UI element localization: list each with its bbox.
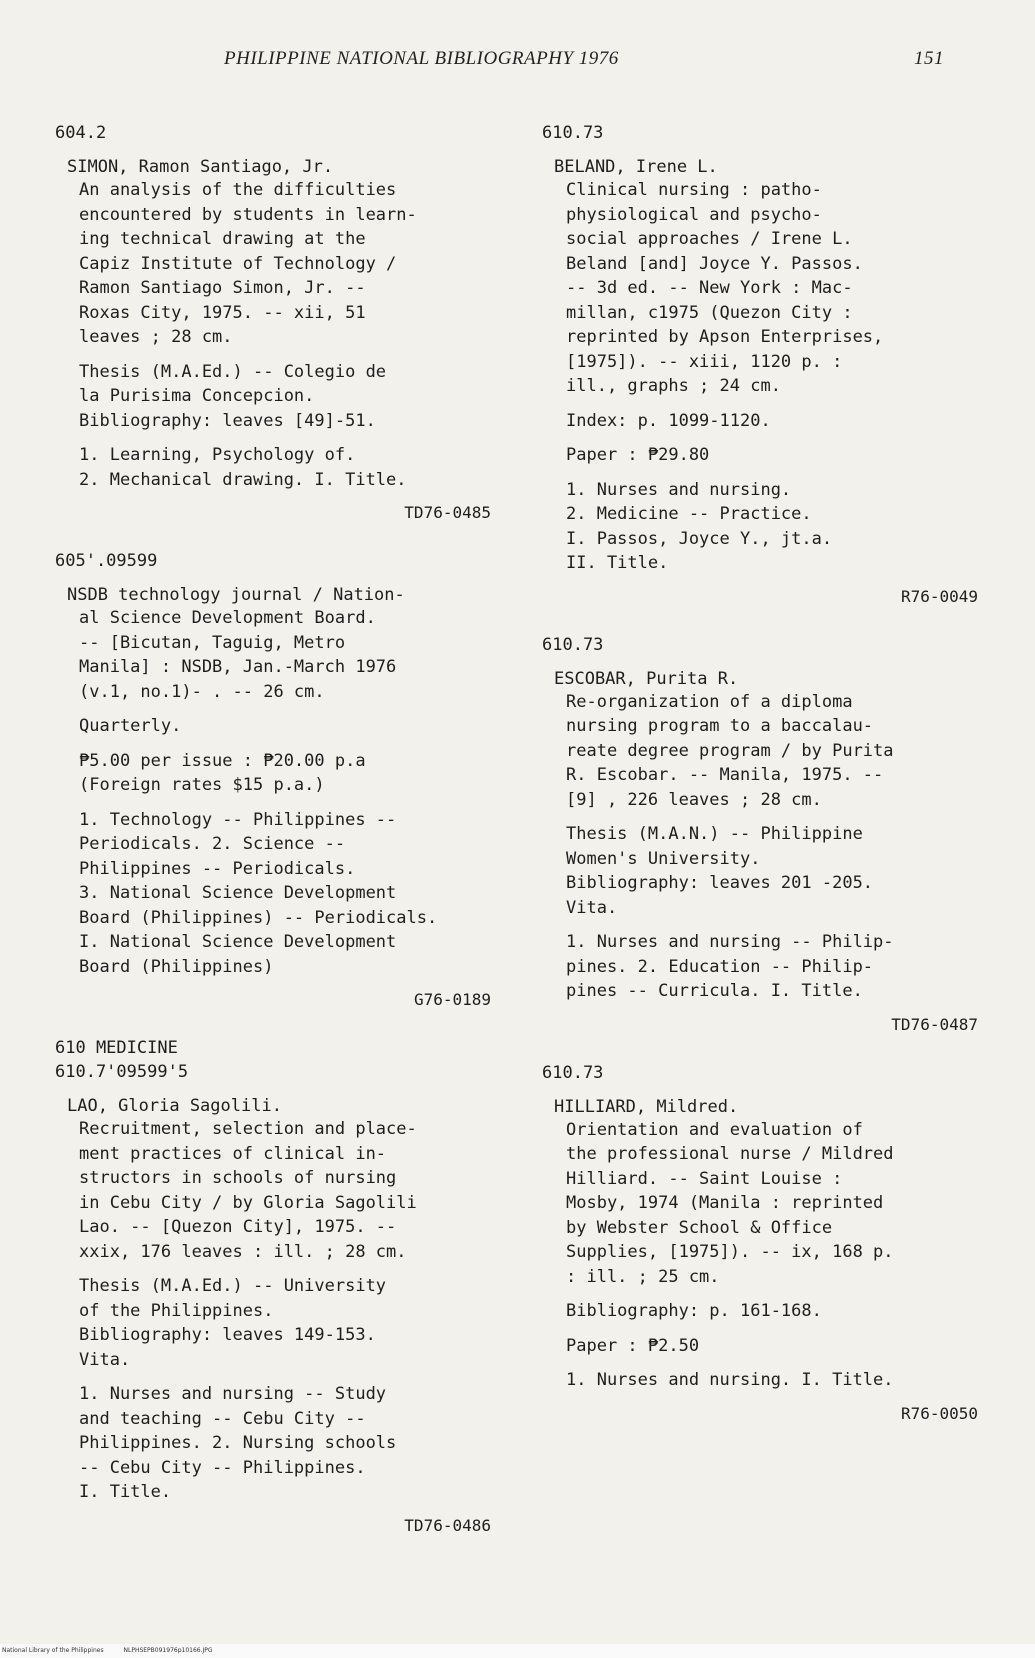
entry-price: Paper : ₱2.50 [566, 1335, 700, 1356]
entry-notes: Thesis (M.A.Ed.) -- University of the Philippines. Bibliography: leaves 149-153. Vita. [79, 1276, 387, 1370]
control-number: R76-0050 [900, 1403, 978, 1423]
section-heading: 610 MEDICINE [55, 1038, 178, 1058]
entry-heading: BELAND, Irene L. [554, 157, 718, 177]
entry-subjects: 1. Technology -- Philippines -- Periodicals. 2. Science -- Philippines -- Periodicals. 3. National Science Development Board (Philippines) -- Periodicals. I. National Science Development Board (Philippines) [79, 809, 438, 977]
control-number: TD76-0487 [891, 1014, 978, 1034]
entry-subjects: 1. Nurses and nursing -- Philip- pines. 2. Education -- Philip- pines -- Curricula. I. Title. [566, 932, 894, 1001]
entry-price: Paper : ₱29.80 [566, 445, 710, 465]
entry-description: Orientation and evaluation of the professional nurse / Mildred Hilliard. -- Saint Louise : Mosby, 1974 (Manila : reprinted by Webster School & Office Supplies, [1975]). -- ix, 168 p. : ill. ; 25 cm. [566, 1119, 894, 1287]
entry-description: al Science Development Board. -- [Bicutan, Taguig, Metro Manila] : NSDB, Jan.-March 1976 (v.1, no.1)- . -- 26 cm. [79, 608, 397, 702]
entry-subjects: 1. Nurses and nursing. I. Title. [566, 1370, 894, 1390]
entry-notes: Thesis (M.A.Ed.) -- Colegio de la Purisima Concepcion. Bibliography: leaves [49]-51. [79, 361, 387, 431]
entry-bibliography: Bibliography: p. 161-168. [566, 1301, 822, 1321]
entry-notes: Thesis (M.A.N.) -- Philippine Women's University. Bibliography: leaves 201 -205. Vita. [566, 824, 874, 918]
scan-filename: NLPHSEPB091976p10166.JPG [123, 1647, 213, 1654]
class-number: 610.7'09599'5 [55, 1062, 189, 1082]
left-column [55, 122, 525, 1563]
library-credit: National Library of the Philippines [2, 1647, 104, 1654]
page-number: 151 [914, 48, 944, 69]
page-title: PHILIPPINE NATIONAL BIBLIOGRAPHY 1976 [224, 48, 619, 69]
entry-heading: HILLIARD, Mildred. [554, 1096, 739, 1117]
entry-subjects: 1. Learning, Psychology of. 2. Mechanical drawing. I. Title. [79, 445, 407, 490]
class-number: 610.73 [542, 1062, 604, 1083]
entry-description: An analysis of the difficulties encountered by students in learn- ing technical drawing at the Capiz Institute of Technology / Ramon Santiago Simon, Jr. -- Roxas City, 1975. -- xii, 51 leaves ; 28 cm. [79, 180, 417, 347]
entry-heading: NSDB technology journal / Nation- [67, 585, 405, 605]
entry-simon [55, 122, 525, 524]
entry-subjects: 1. Nurses and nursing -- Study and teaching -- Cebu City -- Philippines. 2. Nursing schools -- Cebu City -- Philippines. I. Title. [79, 1384, 397, 1502]
entry-heading: SIMON, Ramon Santiago, Jr. [67, 157, 334, 177]
class-number: 605'.09599 [55, 551, 158, 571]
entry-hilliard [542, 1062, 1012, 1425]
entry-heading: ESCOBAR, Purita R. [554, 668, 739, 689]
entry-nsdb [55, 550, 525, 1011]
entry-lao [55, 1037, 525, 1537]
control-number: G76-0189 [413, 990, 491, 1009]
entry-index: Index: p. 1099-1120. [566, 410, 771, 431]
entry-subjects: 1. Nurses and nursing. 2. Medicine -- Practice. I. Passos, Joyce Y., jt.a. II. Title. [566, 479, 833, 573]
class-number: 610.73 [542, 123, 604, 143]
entry-description: Recruitment, selection and place- ment practices of clinical in- structors in schools of nursing in Cebu City / by Gloria Sagolili Lao. -- [Quezon City], 1975. -- xxix, 176 leaves : ill. ; 28 cm. [79, 1119, 417, 1262]
entry-description: Clinical nursing : patho- physiological and psycho- social approaches / Irene L. Beland [and] Joyce Y. Passos. -- 3d ed. -- New York : Mac- millan, c1975 (Quezon City : reprinted by Apson Enterprises, [1975]). -- xiii, 1120 p. : ill., graphs ; 24 cm. [566, 180, 884, 396]
control-number: TD76-0486 [404, 1515, 491, 1535]
entry-beland [542, 122, 1012, 608]
scan-footer [0, 1644, 1035, 1658]
entry-escobar [542, 634, 1012, 1036]
running-head [224, 48, 944, 70]
class-number: 604.2 [55, 123, 107, 143]
class-number: 610.73 [542, 634, 604, 655]
entry-description: Re-organization of a diploma nursing program to a baccalau- reate degree program / by Purita R. Escobar. -- Manila, 1975. -- [9] , 226 leaves ; 28 cm. [566, 691, 894, 810]
control-number: TD76-0485 [404, 503, 491, 522]
control-number: R76-0049 [900, 586, 978, 606]
entry-price: ₱5.00 per issue : ₱20.00 p.a (Foreign rates $15 p.a.) [79, 750, 366, 795]
entry-heading: LAO, Gloria Sagolili. [67, 1096, 282, 1116]
entry-frequency: Quarterly. [79, 716, 182, 736]
right-column [542, 122, 1012, 1451]
